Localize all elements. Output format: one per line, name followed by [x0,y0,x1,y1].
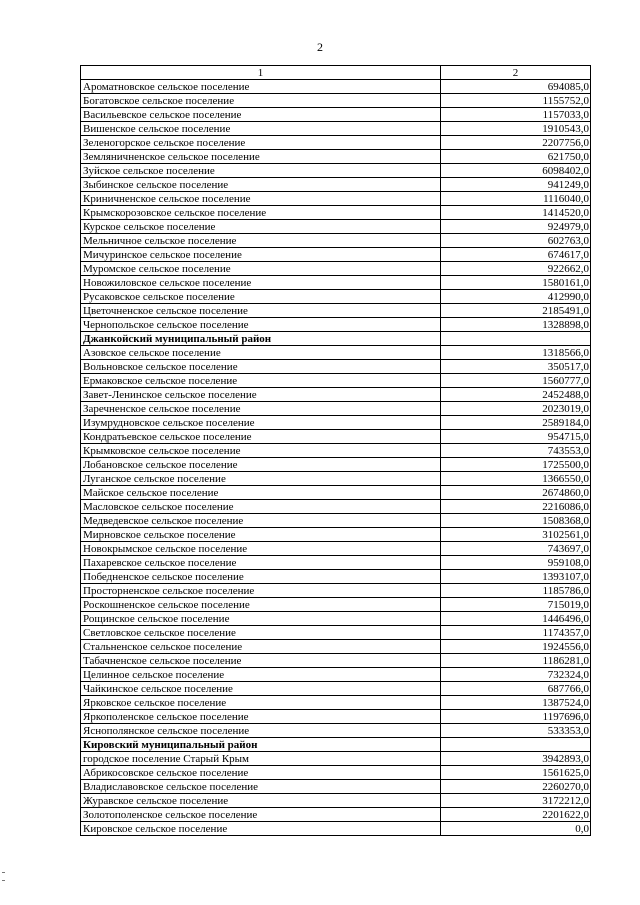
settlement-name: Богатовское сельское поселение [81,94,441,108]
amount-value: 1318566,0 [441,346,591,360]
settlement-name: Майское сельское поселение [81,486,441,500]
district-name: Джанкойский муниципальный район [81,332,441,346]
table-row [81,290,591,304]
amount-value: 350517,0 [441,360,591,374]
amount-value: 1155752,0 [441,94,591,108]
amount-value: 743697,0 [441,542,591,556]
amount-value: 1910543,0 [441,122,591,136]
table-row [81,556,591,570]
amount-value: 1174357,0 [441,626,591,640]
table-row [81,584,591,598]
table-row [81,808,591,822]
settlement-name: Абрикосовское сельское поселение [81,766,441,780]
district-name: Кировский муниципальный район [81,738,441,752]
amount-value: 2216086,0 [441,500,591,514]
amount-value: 533353,0 [441,724,591,738]
page-number: 2 [317,40,323,54]
settlement-name: Медведевское сельское поселение [81,514,441,528]
settlement-name: Зыбинское сельское поселение [81,178,441,192]
table-row [81,752,591,766]
amount-value: 715019,0 [441,598,591,612]
column-header-2: 2 [441,66,591,80]
table-row [81,696,591,710]
column-header-1: 1 [81,66,441,80]
table-row [81,598,591,612]
amount-value: 2023019,0 [441,402,591,416]
settlement-name: Мичуринское сельское поселение [81,248,441,262]
table-row [81,430,591,444]
table-row [81,682,591,696]
table-row [81,668,591,682]
settlement-name: Рощинское сельское поселение [81,612,441,626]
table-row [81,150,591,164]
table-row [81,472,591,486]
budget-table [80,65,591,836]
table-row [81,178,591,192]
table-row [81,346,591,360]
table-row [81,640,591,654]
amount-value: 1366550,0 [441,472,591,486]
settlement-name: Вишенское сельское поселение [81,122,441,136]
table-row [81,766,591,780]
binding-mark [2,880,5,881]
table-section-row [81,738,591,752]
table-section-row [81,332,591,346]
table-row [81,822,591,836]
settlement-name: Светловское сельское поселение [81,626,441,640]
settlement-name: Зуйское сельское поселение [81,164,441,178]
settlement-name: Чернопольское сельское поселение [81,318,441,332]
amount-value: 2201622,0 [441,808,591,822]
table-row [81,500,591,514]
settlement-name: Земляничненское сельское поселение [81,150,441,164]
settlement-name: Ароматновское сельское поселение [81,80,441,94]
settlement-name: Ермаковское сельское поселение [81,374,441,388]
settlement-name: Мельничное сельское поселение [81,234,441,248]
settlement-name: Азовское сельское поселение [81,346,441,360]
settlement-name: Зеленогорское сельское поселение [81,136,441,150]
amount-value: 2207756,0 [441,136,591,150]
amount-value: 1157033,0 [441,108,591,122]
amount-value: 1725500,0 [441,458,591,472]
table-row [81,528,591,542]
amount-value: 2674860,0 [441,486,591,500]
table-row [81,360,591,374]
table-row [81,248,591,262]
settlement-name: Луганское сельское поселение [81,472,441,486]
table-row [81,654,591,668]
settlement-name: Кировское сельское поселение [81,822,441,836]
table-row [81,794,591,808]
table-row [81,164,591,178]
amount-value: 1186281,0 [441,654,591,668]
amount-value: 1387524,0 [441,696,591,710]
settlement-name: Новокрымское сельское поселение [81,542,441,556]
settlement-name: Вольновское сельское поселение [81,360,441,374]
table-row [81,122,591,136]
amount-value: 1560777,0 [441,374,591,388]
amount-value: 924979,0 [441,220,591,234]
amount-value: 2589184,0 [441,416,591,430]
settlement-name: Курское сельское поселение [81,220,441,234]
table-row [81,416,591,430]
table-row [81,374,591,388]
amount-value: 1116040,0 [441,192,591,206]
amount-value: 1393107,0 [441,570,591,584]
amount-value: 1185786,0 [441,584,591,598]
table-row [81,458,591,472]
settlement-name: Изумрудновское сельское поселение [81,416,441,430]
amount-value: 954715,0 [441,430,591,444]
binding-mark [2,872,5,873]
amount-value: 3102561,0 [441,528,591,542]
settlement-name: Ярковское сельское поселение [81,696,441,710]
table-row [81,626,591,640]
table-row [81,724,591,738]
amount-value: 1561625,0 [441,766,591,780]
table-row [81,612,591,626]
table-row [81,220,591,234]
amount-value: 1328898,0 [441,318,591,332]
amount-value: 1197696,0 [441,710,591,724]
amount-value: 941249,0 [441,178,591,192]
amount-value: 694085,0 [441,80,591,94]
settlement-name: городское поселение Старый Крым [81,752,441,766]
amount-value: 922662,0 [441,262,591,276]
settlement-name: Чайкинское сельское поселение [81,682,441,696]
amount-value: 1580161,0 [441,276,591,290]
amount-value: 1508368,0 [441,514,591,528]
amount-value: 3172212,0 [441,794,591,808]
table-row [81,206,591,220]
amount-value: 2452488,0 [441,388,591,402]
settlement-name: Крымскорозовское сельское поселение [81,206,441,220]
settlement-name: Победненское сельское поселение [81,570,441,584]
settlement-name: Роскошненское сельское поселение [81,598,441,612]
table-row [81,318,591,332]
settlement-name: Яснополянское сельское поселение [81,724,441,738]
settlement-name: Русаковское сельское поселение [81,290,441,304]
table-row [81,570,591,584]
amount-value: 732324,0 [441,668,591,682]
table-row [81,304,591,318]
amount-value: 743553,0 [441,444,591,458]
amount-value: 674617,0 [441,248,591,262]
amount-value: 3942893,0 [441,752,591,766]
settlement-name: Пахаревское сельское поселение [81,556,441,570]
settlement-name: Золотополенское сельское поселение [81,808,441,822]
table-row [81,388,591,402]
settlement-name: Цветочненское сельское поселение [81,304,441,318]
table-row [81,402,591,416]
settlement-name: Васильевское сельское поселение [81,108,441,122]
table-row [81,444,591,458]
table-row [81,234,591,248]
settlement-name: Криничненское сельское поселение [81,192,441,206]
table-row [81,710,591,724]
amount-value: 1924556,0 [441,640,591,654]
amount-value: 959108,0 [441,556,591,570]
amount-value: 687766,0 [441,682,591,696]
settlement-name: Журавское сельское поселение [81,794,441,808]
amount-value: 1414520,0 [441,206,591,220]
settlement-name: Завет-Ленинское сельское поселение [81,388,441,402]
settlement-name: Кондратьевское сельское поселение [81,430,441,444]
settlement-name: Мирновское сельское поселение [81,528,441,542]
table-row [81,780,591,794]
table-row [81,514,591,528]
table-row [81,94,591,108]
amount-value: 1446496,0 [441,612,591,626]
settlement-name: Новожиловское сельское поселение [81,276,441,290]
settlement-name: Табачненское сельское поселение [81,654,441,668]
settlement-name: Заречненское сельское поселение [81,402,441,416]
amount-value: 6098402,0 [441,164,591,178]
amount-value: 412990,0 [441,290,591,304]
table-row [81,136,591,150]
settlement-name: Яркополенское сельское поселение [81,710,441,724]
settlement-name: Целинное сельское поселение [81,668,441,682]
table-row [81,276,591,290]
settlement-name: Масловское сельское поселение [81,500,441,514]
table-row [81,192,591,206]
table-row [81,262,591,276]
amount-value: 2185491,0 [441,304,591,318]
amount-value: 602763,0 [441,234,591,248]
table-row [81,108,591,122]
settlement-name: Лобановское сельское поселение [81,458,441,472]
settlement-name: Муромское сельское поселение [81,262,441,276]
settlement-name: Владиславовское сельское поселение [81,780,441,794]
amount-value: 0,0 [441,822,591,836]
amount-value [441,332,591,346]
amount-value: 621750,0 [441,150,591,164]
settlement-name: Крымковское сельское поселение [81,444,441,458]
table-header-row [81,66,591,80]
amount-value [441,738,591,752]
settlement-name: Стальненское сельское поселение [81,640,441,654]
amount-value: 2260270,0 [441,780,591,794]
table-row [81,542,591,556]
table-row [81,486,591,500]
table-row [81,80,591,94]
settlement-name: Просторненское сельское поселение [81,584,441,598]
